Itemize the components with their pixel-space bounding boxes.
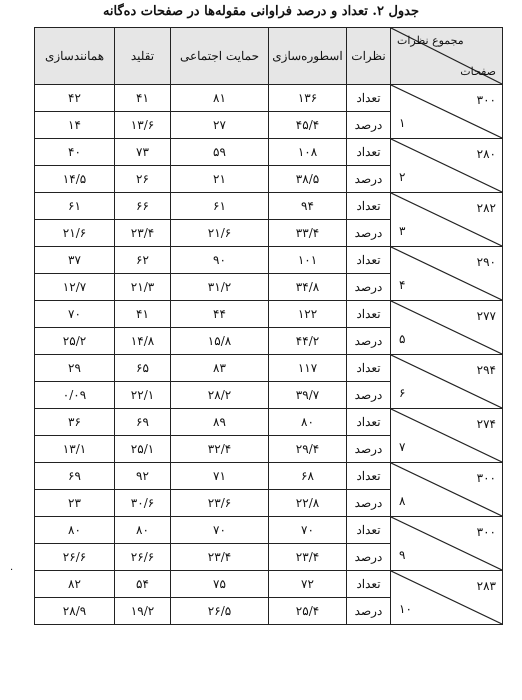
cell-identification: ۲۱/۶	[35, 220, 115, 247]
cell-type: تعداد	[347, 571, 391, 598]
cell-imitation: ۱۳/۶	[115, 112, 171, 139]
cell-imitation: ۱۴/۸	[115, 328, 171, 355]
page-number: ۵	[399, 332, 406, 346]
cell-identification: ۰/۰۹	[35, 382, 115, 409]
page-cell	[391, 139, 503, 193]
cell-mythmaking: ۱۰۸	[269, 139, 347, 166]
cell-mythmaking: ۱۳۶	[269, 85, 347, 112]
cell-type: تعداد	[347, 301, 391, 328]
cell-mythmaking: ۶۸	[269, 463, 347, 490]
cell-identification: ۱۴	[35, 112, 115, 139]
cell-imitation: ۳۰/۶	[115, 490, 171, 517]
page-cell	[391, 517, 503, 571]
table-row	[35, 85, 503, 112]
cell-identification: ۴۲	[35, 85, 115, 112]
cell-identification: ۲۵/۲	[35, 328, 115, 355]
cell-imitation: ۲۲/۱	[115, 382, 171, 409]
cell-imitation: ۲۶/۶	[115, 544, 171, 571]
cell-imitation: ۲۳/۴	[115, 220, 171, 247]
column-header-mythmaking: اسطوره‌سازی	[269, 28, 347, 85]
cell-social-support: ۶۱	[171, 193, 269, 220]
cell-social-support: ۱۵/۸	[171, 328, 269, 355]
cell-identification: ۳۶	[35, 409, 115, 436]
cell-type: تعداد	[347, 517, 391, 544]
cell-imitation: ۲۱/۳	[115, 274, 171, 301]
table-row	[35, 139, 503, 166]
cell-social-support: ۲۱/۶	[171, 220, 269, 247]
cell-type: درصد	[347, 598, 391, 625]
page-total: ۲۷۷	[476, 309, 496, 323]
page-number: ۲	[399, 170, 406, 184]
cell-mythmaking: ۳۳/۴	[269, 220, 347, 247]
page-total: ۲۸۰	[476, 147, 496, 161]
cell-mythmaking: ۷۰	[269, 517, 347, 544]
cell-social-support: ۲۷	[171, 112, 269, 139]
cell-imitation: ۶۶	[115, 193, 171, 220]
cell-imitation: ۸۰	[115, 517, 171, 544]
cell-type: تعداد	[347, 247, 391, 274]
table-row	[35, 571, 503, 598]
cell-social-support: ۸۳	[171, 355, 269, 382]
cell-mythmaking: ۷۲	[269, 571, 347, 598]
table-row	[35, 355, 503, 382]
cell-identification: ۲۹	[35, 355, 115, 382]
page-total: ۲۸۳	[476, 579, 496, 593]
cell-social-support: ۹۰	[171, 247, 269, 274]
cell-imitation: ۴۱	[115, 301, 171, 328]
corner-bottom-label: صفحات	[460, 65, 496, 78]
cell-mythmaking: ۲۹/۴	[269, 436, 347, 463]
page-total: ۳۰۰	[476, 93, 496, 107]
cell-imitation: ۱۹/۲	[115, 598, 171, 625]
cell-social-support: ۸۱	[171, 85, 269, 112]
cell-type: درصد	[347, 544, 391, 571]
cell-social-support: ۷۰	[171, 517, 269, 544]
cell-mythmaking: ۲۳/۴	[269, 544, 347, 571]
column-header-type: نظرات	[347, 28, 391, 85]
cell-social-support: ۳۱/۲	[171, 274, 269, 301]
cell-social-support: ۵۹	[171, 139, 269, 166]
cell-type: تعداد	[347, 193, 391, 220]
cell-mythmaking: ۸۰	[269, 409, 347, 436]
cell-imitation: ۴۱	[115, 85, 171, 112]
page-cell	[391, 247, 503, 301]
page-cell	[391, 193, 503, 247]
cell-identification: ۲۸/۹	[35, 598, 115, 625]
cell-identification: ۱۴/۵	[35, 166, 115, 193]
page-number: ۸	[399, 494, 406, 508]
page-number: ۱۰	[399, 602, 412, 616]
frequency-table	[34, 27, 503, 625]
cell-type: درصد	[347, 166, 391, 193]
page-total: ۲۷۴	[476, 417, 496, 431]
corner-header	[391, 28, 503, 85]
cell-identification: ۲۳	[35, 490, 115, 517]
header-row	[35, 28, 503, 85]
cell-social-support: ۲۸/۲	[171, 382, 269, 409]
page-cell	[391, 409, 503, 463]
cell-social-support: ۷۱	[171, 463, 269, 490]
cell-imitation: ۲۶	[115, 166, 171, 193]
cell-mythmaking: ۳۸/۵	[269, 166, 347, 193]
cell-type: درصد	[347, 274, 391, 301]
side-marker: .	[10, 562, 14, 573]
cell-mythmaking: ۱۰۱	[269, 247, 347, 274]
page-cell	[391, 301, 503, 355]
table-caption: جدول ۲. تعداد و درصد فراوانی مقوله‌ها در صفحات ده‌گانه	[102, 4, 420, 19]
cell-identification: ۱۲/۷	[35, 274, 115, 301]
page-total: ۳۰۰	[476, 525, 496, 539]
cell-mythmaking: ۲۵/۴	[269, 598, 347, 625]
corner-top-label: مجموع نظرات	[397, 34, 464, 47]
cell-social-support: ۸۹	[171, 409, 269, 436]
cell-social-support: ۲۳/۴	[171, 544, 269, 571]
cell-type: تعداد	[347, 139, 391, 166]
table-row	[35, 463, 503, 490]
page-number: ۹	[399, 548, 406, 562]
cell-type: درصد	[347, 220, 391, 247]
page-total: ۲۹۰	[476, 255, 496, 269]
cell-imitation: ۵۴	[115, 571, 171, 598]
cell-social-support: ۴۴	[171, 301, 269, 328]
table-row	[35, 517, 503, 544]
cell-imitation: ۹۲	[115, 463, 171, 490]
cell-type: درصد	[347, 112, 391, 139]
cell-type: تعداد	[347, 463, 391, 490]
cell-mythmaking: ۳۴/۸	[269, 274, 347, 301]
cell-imitation: ۶۲	[115, 247, 171, 274]
cell-identification: ۱۳/۱	[35, 436, 115, 463]
cell-type: درصد	[347, 436, 391, 463]
cell-imitation: ۲۵/۱	[115, 436, 171, 463]
page-total: ۲۸۲	[476, 201, 496, 215]
cell-identification: ۸۲	[35, 571, 115, 598]
cell-social-support: ۳۲/۴	[171, 436, 269, 463]
cell-identification: ۴۰	[35, 139, 115, 166]
page-number: ۶	[399, 386, 406, 400]
cell-type: درصد	[347, 328, 391, 355]
cell-social-support: ۷۵	[171, 571, 269, 598]
cell-social-support: ۲۳/۶	[171, 490, 269, 517]
cell-mythmaking: ۳۹/۷	[269, 382, 347, 409]
column-header-imitation: تقلید	[115, 28, 171, 85]
cell-identification: ۸۰	[35, 517, 115, 544]
table-row	[35, 247, 503, 274]
page-total: ۲۹۴	[476, 363, 496, 377]
cell-mythmaking: ۴۴/۲	[269, 328, 347, 355]
page-cell	[391, 85, 503, 139]
cell-type: تعداد	[347, 409, 391, 436]
cell-type: تعداد	[347, 355, 391, 382]
cell-identification: ۳۷	[35, 247, 115, 274]
table-row	[35, 193, 503, 220]
cell-mythmaking: ۱۱۷	[269, 355, 347, 382]
cell-type: درصد	[347, 382, 391, 409]
cell-type: درصد	[347, 490, 391, 517]
cell-imitation: ۷۳	[115, 139, 171, 166]
column-header-social-support: حمایت اجتماعی	[171, 28, 269, 85]
cell-mythmaking: ۲۲/۸	[269, 490, 347, 517]
page-total: ۳۰۰	[476, 471, 496, 485]
cell-mythmaking: ۱۲۲	[269, 301, 347, 328]
cell-mythmaking: ۹۴	[269, 193, 347, 220]
column-header-identification: همانندسازی	[35, 28, 115, 85]
cell-social-support: ۲۱	[171, 166, 269, 193]
cell-identification: ۷۰	[35, 301, 115, 328]
page-cell	[391, 463, 503, 517]
cell-imitation: ۶۹	[115, 409, 171, 436]
cell-identification: ۶۱	[35, 193, 115, 220]
page-number: ۴	[399, 278, 406, 292]
page-cell	[391, 355, 503, 409]
page-cell	[391, 571, 503, 625]
cell-imitation: ۶۵	[115, 355, 171, 382]
page-number: ۷	[399, 440, 406, 454]
table-row	[35, 301, 503, 328]
page-number: ۱	[399, 116, 406, 130]
cell-type: تعداد	[347, 85, 391, 112]
cell-identification: ۲۶/۶	[35, 544, 115, 571]
cell-social-support: ۲۶/۵	[171, 598, 269, 625]
cell-identification: ۶۹	[35, 463, 115, 490]
cell-mythmaking: ۴۵/۴	[269, 112, 347, 139]
table-row	[35, 409, 503, 436]
page-number: ۳	[399, 224, 406, 238]
